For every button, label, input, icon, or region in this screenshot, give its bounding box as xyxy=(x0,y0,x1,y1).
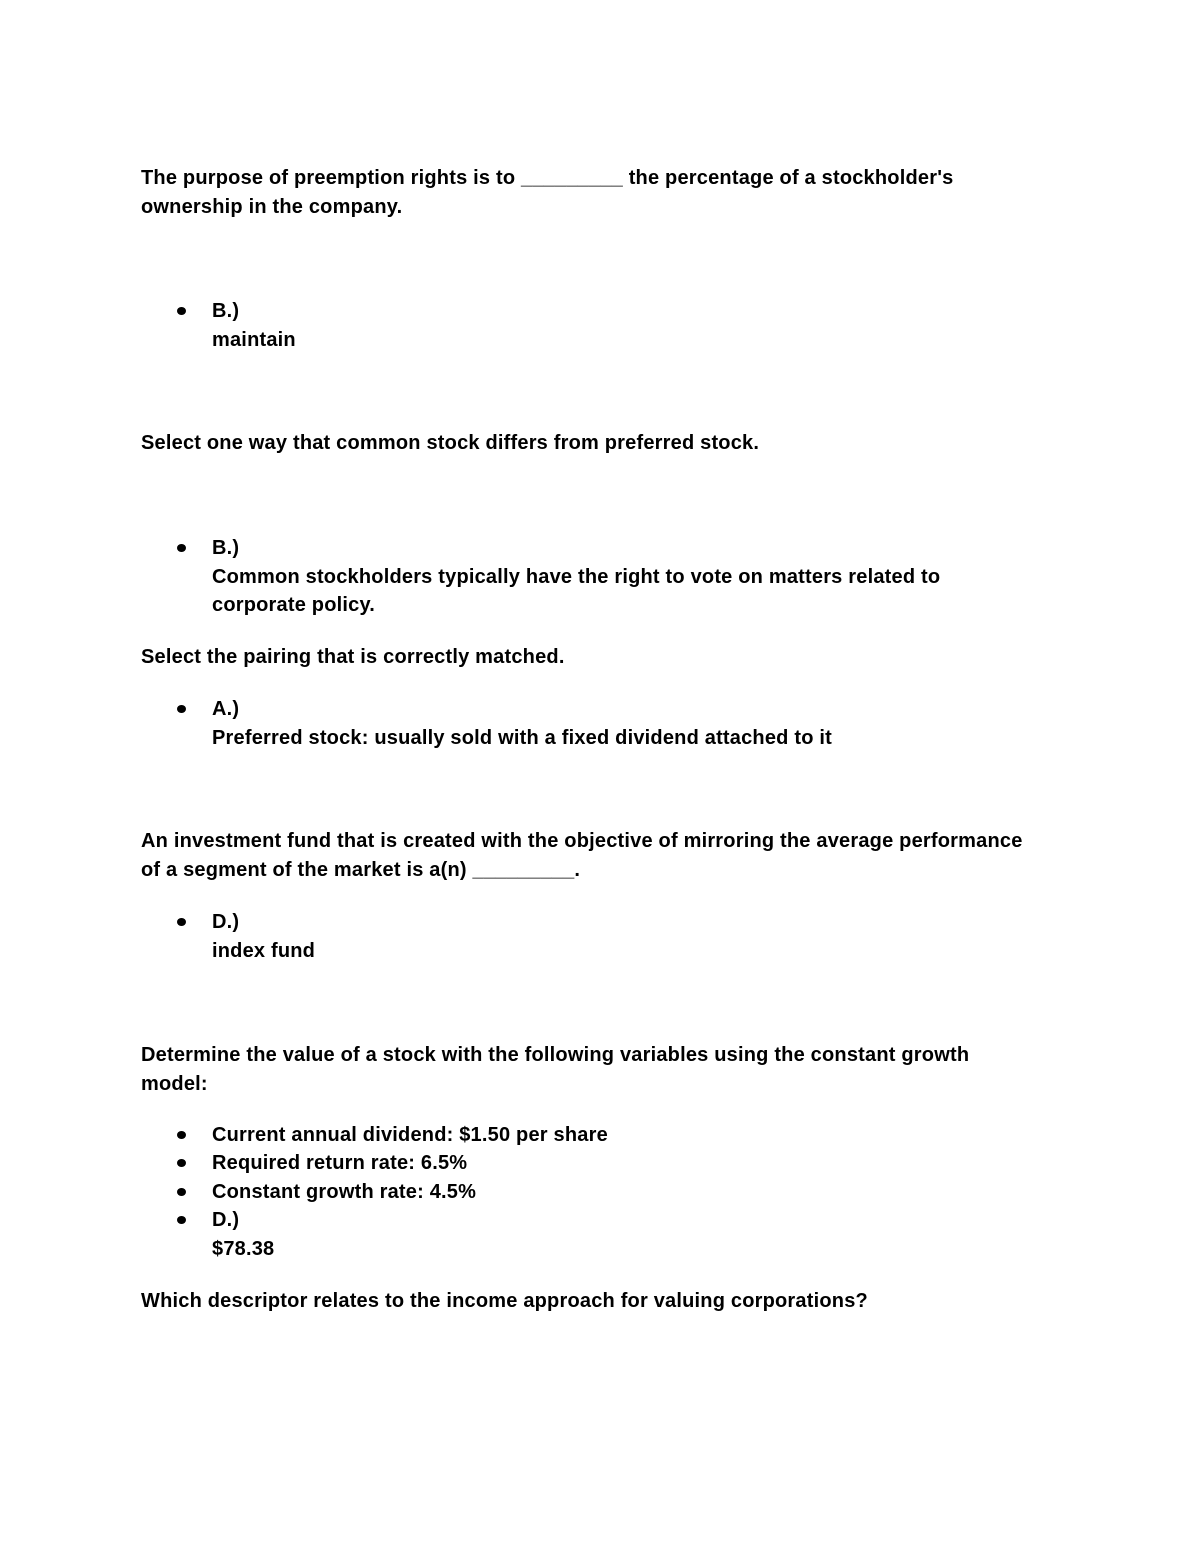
question-1-answer xyxy=(212,297,1032,354)
answer-letter: D.) xyxy=(212,911,240,933)
variable-item: Required return rate: 6.5% xyxy=(212,1152,468,1174)
question-2-text: Select one way that common stock differs from preferred stock. xyxy=(141,432,760,454)
question-5-text: Determine the value of a stock with the following variables using the constant growth model: xyxy=(141,1044,970,1095)
answer-text: index fund xyxy=(212,939,316,962)
bullet-icon xyxy=(177,1216,187,1226)
bullet-icon xyxy=(177,1188,187,1198)
question-3-text: Select the pairing that is correctly matched. xyxy=(141,646,565,668)
answer-text: Common stockholders typically have the right to vote on matters related to corporate policy. xyxy=(212,565,941,616)
question-4-answer xyxy=(212,908,1032,965)
bullet-icon xyxy=(177,705,187,715)
answer-letter: B.) xyxy=(212,300,240,322)
bullet-icon xyxy=(177,544,187,554)
question-1-text: The purpose of preemption rights is to _________ the percentage of a stockholder's ownership in the company. xyxy=(141,167,954,218)
answer-text: $78.38 xyxy=(212,1237,275,1260)
answer-letter: B.) xyxy=(212,537,240,559)
question-6-text: Which descriptor relates to the income approach for valuing corporations? xyxy=(141,1290,868,1312)
question-4-text: An investment fund that is created with the objective of mirroring the average performance of a segment of the market is a(n) _________. xyxy=(141,830,1023,881)
answer-letter: A.) xyxy=(212,698,240,720)
variable-item: Current annual dividend: $1.50 per share xyxy=(212,1124,608,1146)
question-5-answer xyxy=(212,1206,1032,1263)
answer-text: maintain xyxy=(212,328,296,351)
bullet-icon xyxy=(177,1159,187,1169)
question-3-answer xyxy=(212,695,1032,752)
bullet-icon xyxy=(177,918,187,928)
variable-item: Constant growth rate: 4.5% xyxy=(212,1181,477,1203)
bullet-icon xyxy=(177,307,187,317)
question-2-answer xyxy=(212,534,1032,620)
bullet-icon xyxy=(177,1131,187,1141)
answer-text: Preferred stock: usually sold with a fixed dividend attached to it xyxy=(212,726,832,749)
answer-letter: D.) xyxy=(212,1209,240,1231)
